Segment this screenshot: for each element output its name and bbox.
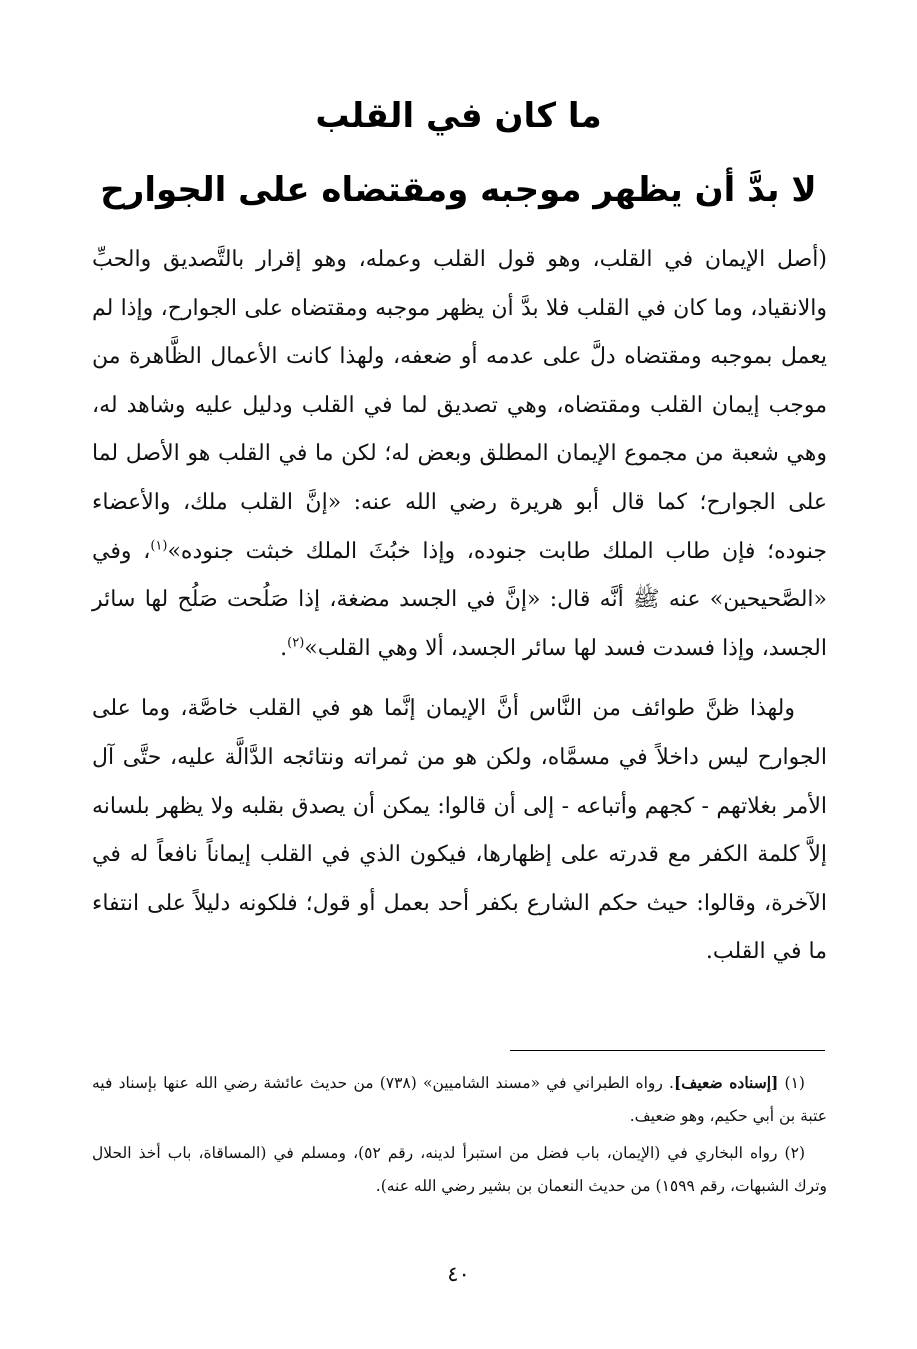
paragraph-1 — [92, 236, 827, 673]
footnote-1 — [92, 1066, 827, 1133]
paragraph-1-text-a: (أصل الإيمان في القلب، وهو قول القلب وعمله، وهو إقرار بالتَّصديق والحبِّ والانقياد، وما كان في القلب فلا بدَّ أن يظهر موجبه ومقتضاه على الجوارح، وإذا لم يعمل بموجبه ومقتضاه دلَّ على عدمه أو ضعفه، ولهذا كانت الأعمال الظَّاهرة من موجب إيمان القلب ومقتضاه، وهي تصديق لما في القلب ودليل عليه وشاهد له، وهي شعبة من مجموع الإيمان المطلق وبعض له؛ لكن ما في القلب هو الأصل لما على الجوارح؛ كما قال أبو هريرة رضي الله عنه: «إنَّ القلب ملك، والأعضاء جنوده؛ فإن طاب الملك طابت جنوده، وإذا خبُثَ الملك خبثت جنوده» — [92, 247, 827, 564]
footnote-1-text: . رواه الطبراني في «مسند الشاميين» (٧٣٨) من حديث عائشة رضي الله عنها بإسناد فيه عتبة بن أبي حكيم، وهو ضعيف. — [92, 1074, 827, 1125]
footnote-ref-1[interactable]: (١) — [150, 538, 168, 554]
paragraph-1-text-c: . — [280, 635, 288, 661]
footnote-1-grade: [إسناده ضعيف] — [673, 1073, 779, 1092]
footnotes — [92, 1066, 827, 1207]
chapter-title-line-2: لا بدَّ أن يظهر موجبه ومقتضاه على الجوارح — [100, 170, 817, 210]
chapter-title-line-1: ما كان في القلب — [315, 96, 602, 136]
footnote-1-number: (١) — [784, 1074, 805, 1092]
footnote-2-text: رواه البخاري في (الإيمان، باب فضل من استبرأ لدينه، رقم ٥٢)، ومسلم في (المساقاة، باب أخذ الحلال وترك الشبهات، رقم ١٥٩٩) من حديث النعمان بن بشير رضي الله عنه). — [92, 1144, 827, 1195]
footnote-divider — [510, 1050, 825, 1051]
main-text — [92, 236, 827, 989]
paragraph-2: ولهذا ظنَّ طوائف من النَّاس أنَّ الإيمان إنَّما هو في القلب خاصَّة، وما على الجوارح ليس داخلاً في مسمَّاه، ولكن هو من ثمراته ونتائجه الدَّالَّة عليه، حتَّى آل الأمر بغلاتهم - كجهم وأتباعه - إلى أن قالوا: يمكن أن يصدق بقلبه ولا يظهر بلسانه إلاَّ كلمة الكفر مع قدرته على إظهارها، فيكون الذي في القلب إيماناً نافعاً له في الآخرة، وقالوا: حيث حكم الشارع بكفر أحد بعمل أو قول؛ فلكونه دليلاً على انتفاء ما في القلب. — [92, 696, 827, 965]
page-number: ٤٠ — [447, 1262, 470, 1286]
paragraph-1-text-b: ، وفي «الصَّحيحين» عنه ﷺ أنَّه قال: «إنَّ في الجسد مضغة، إذا صَلُحت صَلُح لها سائر الجسد، وإذا فسدت فسد لها سائر الجسد، ألا وهي القلب» — [92, 538, 827, 661]
footnote-2-number: (٢) — [784, 1144, 805, 1162]
footnote-2 — [92, 1137, 827, 1203]
footnote-ref-2[interactable]: (٢) — [287, 635, 305, 651]
